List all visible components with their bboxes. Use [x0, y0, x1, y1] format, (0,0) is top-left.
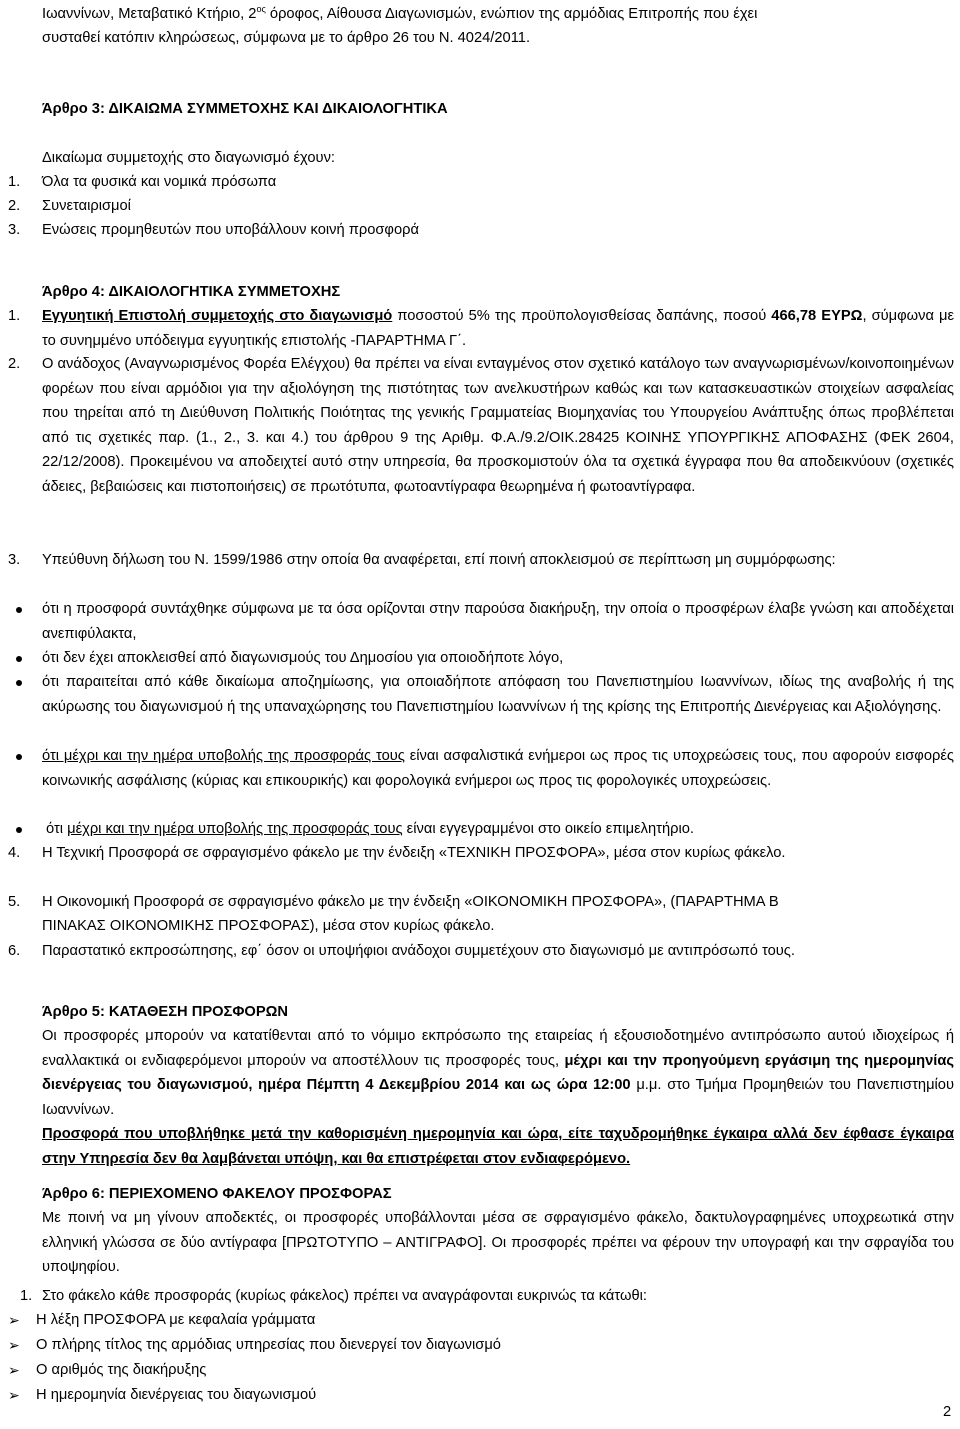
technical-offer-item: Η Τεχνική Προσφορά σε σφραγισμένο φάκελο με την ένδειξη «ΤΕΧΝΙΚΗ ΠΡΟΣΦΟΡΑ», μέσα στον κυρίως φάκελο. [42, 845, 786, 861]
bullet-icon [16, 607, 22, 613]
bullet-icon [16, 827, 22, 833]
article-4-title: Άρθρο 4: ΔΙΚΑΙΟΛΟΓΗΤΙΚΑ ΣΥΜΜΕΤΟΧΗΣ [42, 284, 341, 300]
arrow-item: Η ημερομηνία διενέργειας του διαγωνισμού [36, 1387, 317, 1403]
list-item: Όλα τα φυσικά και νομικά πρόσωπα [42, 174, 277, 190]
guarantee-amount: 466,78 ΕΥΡΩ [771, 308, 863, 324]
list-number: 6. [8, 943, 21, 959]
arrow-item: Ο πλήρης τίτλος της αρμόδιας υπηρεσίας που διενεργεί τον διαγωνισμό [36, 1337, 501, 1353]
article-3-lead: Δικαίωμα συμμετοχής στο διαγωνισμό έχουν: [42, 150, 335, 166]
arrow-item: Η λέξη ΠΡΟΣΦΟΡΑ με κεφαλαία γράμματα [36, 1312, 316, 1328]
declaration-item: Υπεύθυνη δήλωση του Ν. 1599/1986 στην οποία θα αναφέρεται, επί ποινή αποκλεισμού σε περίπτωση μη συμμόρφωσης: [42, 552, 836, 568]
article-5-paragraph: Οι προσφορές μπορούν να κατατίθενται από το νόμιμο εκπρόσωπο της εταιρείας ή εξουσιοδοτημένο αντιπρόσωπο αυτού ιδιοχείρως ή εναλλακτικά οι ενδιαφερόμενοι μπορούν να αποστέλλουν τις προσφορές τους, μέχρι και την προηγούμενη εργάσιμη της ημερομηνίας διενέργειας του διαγωνισμού, ημέρα Πέμπτη 4 Δεκεμβρίου 2014 και ως ώρα 12:00 μ.μ. στο Τμήμα Προμηθειών του Πανεπιστημίου Ιωαννίνων. [42, 1028, 955, 1118]
article-6-title: Άρθρο 6: ΠΕΡΙΕΧΟΜΕΝΟ ΦΑΚΕΛΟΥ ΠΡΟΣΦΟΡΑΣ [42, 1186, 392, 1202]
guarantee-label: Εγγυητική Επιστολή συμμετοχής στο διαγωνισμό [42, 308, 393, 324]
bullet-item: ότι η προσφορά συντάχθηκε σύμφωνα με τα όσα ορίζονται στην παρούσα διακήρυξη, την οποία ο προσφέρων έλαβε γνώση και αποδέχεται ανεπιφύλακτα, [42, 601, 954, 642]
contractor-item: Ο ανάδοχος (Αναγνωρισμένος Φορέα Ελέγχου) θα πρέπει να είναι ενταγμένος στον σχετικό κατάλογο των αναγνωρισμένων/κοινοποιημένων φορέων που είναι αρμόδιοι για την αξιολόγηση της πιστότητας των ανελκυστήρων καθώς και των κατασκευαστικών στοιχείων ασφαλείας που τηρείται από τη Διεύθυνση Πολιτικής Ποιότητας της γενικής Γραμματείας Βιομηχανίας του Υπουργείου Ανάπτυξης όπως προβλέπεται από τις σχετικές παρ. (1., 2., 3. και 4.) του άρθρου 9 της Αριθμ. Φ.Α./9.2/ΟΙΚ.28425 ΚΟΙΝΗΣ ΥΠΟΥΡΓΙΚΗΣ ΑΠΟΦΑΣΗΣ (ΦΕΚ 2604, 22/12/2008). Προκειμένου να αποδειχτεί αυτό στην υπηρεσία, θα προσκομιστούν όλα τα σχετικά έγγραφα που θα αποδεικνύουν (σχετικές άδειες, βεβαιώσεις και πιστοποιήσεις) σε πρωτότυπα, φωτοαντίγραφα θεωρημένα ή φωτοαντίγραφα. [42, 356, 954, 495]
list-item: Συνεταιρισμοί [42, 198, 131, 214]
list-number: 5. [8, 894, 21, 910]
bullet-item: ότι μέχρι και την ημέρα υποβολής της προσφοράς τους είναι ασφαλιστικά ενήμεροι ως προς τις υποχρεώσεις τους, που αφορούν εισφορές κοινωνικής ασφάλισης (κύριας και επικουρικής) και φορολογικά ενήμεροι ως προς τις φορολογικές υποχρεώσεις. [42, 748, 954, 789]
list-number: 3. [8, 222, 21, 238]
list-number: 4. [8, 845, 21, 861]
bullet-item: ότι παραιτείται από κάθε δικαίωμα αποζημίωσης, για οποιαδήποτε απόφαση του Πανεπιστημίου Ιωαννίνων, ιδίως της αναβολής ή της ακύρωσης του διαγωνισμού ή της υπαναχώρησης του Πανεπιστημίου Ιωαννίνων ή της κρίσης της Επιτροπής Διενέργειας και Αξιολόγησης. [42, 674, 954, 715]
list-item: Ενώσεις προμηθευτών που υποβάλλουν κοινή προσφορά [42, 222, 419, 238]
article-5-title: Άρθρο 5: ΚΑΤΑΘΕΣΗ ΠΡΟΣΦΟΡΩΝ [42, 1004, 289, 1020]
guarantee-item: Εγγυητική Επιστολή συμμετοχής στο διαγωνισμό ποσοστού 5% της προϋπολογισθείσας δαπάνης, ποσού 466,78 ΕΥΡΩ, σύμφωνα με το συνημμένο υπόδειγμα εγγυητικής επιστολής -ΠΑΡΑΡΤΗΜΑ Γ΄. [42, 308, 955, 349]
financial-offer-item: Η Οικονομική Προσφορά σε σφραγισμένο φάκελο με την ένδειξη «ΟΙΚΟΝΟΜΙΚΗ ΠΡΟΣΦΟΡΑ», (ΠΑΡΑΡΤΗΜΑ Β [42, 894, 779, 910]
list-number: 2. [8, 198, 21, 214]
arrow-item: Ο αριθμός της διακήρυξης [36, 1362, 207, 1378]
intro-line-2: συσταθεί κατόπιν κληρώσεως, σύμφωνα με το άρθρο 26 του Ν. 4024/2011. [42, 30, 531, 46]
deadline-text: μέχρι και την προηγούμενη εργάσιμη της ημερομηνίας διενέργειας του διαγωνισμού, ημέρα Πέμπτη 4 Δεκεμβρίου 2014 και ως ώρα 12:00 [42, 1052, 955, 1093]
page-number: 2 [943, 1404, 952, 1420]
list-number: 1. [8, 308, 21, 324]
bullet-item: ότι δεν έχει αποκλεισθεί από διαγωνισμούς του Δημοσίου για οποιοδήποτε λόγο, [42, 650, 564, 666]
article-3-title: Άρθρο 3: ΔΙΚΑΙΩΜΑ ΣΥΜΜΕΤΟΧΗΣ ΚΑΙ ΔΙΚΑΙΟΛΟΓΗΤΙΚΑ [42, 101, 448, 117]
bullet-item: ότι μέχρι και την ημέρα υποβολής της προσφοράς τους είναι εγγεγραμμένοι στο οικείο επιμελητήριο. [46, 821, 695, 837]
list-number: 2. [8, 356, 21, 372]
representation-item: Παραστατικό εκπροσώπησης, εφ΄ όσον οι υποψήφιοι ανάδοχοι συμμετέχουν στο διαγωνισμό με αντιπρόσωπό τους. [42, 943, 795, 959]
bullet-icon [16, 754, 22, 760]
intro-line-1: Ιωαννίνων, Μεταβατικό Κτήριο, $2^{o\varsigma}$ όροφος, Αίθουσα Διαγωνισμών, ενώπιον της αρμόδιας Επιτροπής που έχει [42, 4, 758, 22]
envelope-instruction: Στο φάκελο κάθε προσφοράς (κυρίως φάκελος) πρέπει να αναγράφονται ευκρινώς τα κάτωθι: [42, 1288, 647, 1304]
arrow-bullet-icon: ➢ [8, 1387, 20, 1403]
financial-offer-item-cont: ΠΙΝΑΚΑΣ ΟΙΚΟΝΟΜΙΚΗΣ ΠΡΟΣΦΟΡΑΣ), μέσα στον κυρίως φάκελο. [42, 918, 495, 934]
list-number: 1. [20, 1288, 33, 1304]
bullet-icon [16, 656, 22, 662]
late-offer-warning: Προσφορά που υποβλήθηκε μετά την καθορισμένη ημερομηνία και ώρα, είτε ταχυδρομήθηκε έγκαιρα αλλά δεν έφθασε έγκαιρα στην Υπηρεσία δεν θα λαμβάνεται υπόψη, και θα επιστρέφεται στον ενδιαφερόμενο. [42, 1126, 954, 1167]
article-6-paragraph: Με ποινή να μη γίνουν αποδεκτές, οι προσφορές υποβάλλονται μέσα σε σφραγισμένο φάκελο, δακτυλογραφημένες υποχρεωτικά στην ελληνική γλώσσα σε δύο αντίγραφα [ΠΡΩΤΟΤΥΠΟ – ΑΝΤΙΓΡΑΦΟ]. Οι προσφορές πρέπει να φέρουν την υπογραφή και την σφραγίδα του υποψηφίου. [42, 1210, 954, 1275]
arrow-bullet-icon: ➢ [8, 1337, 20, 1353]
bullet-icon [16, 680, 22, 686]
arrow-bullet-icon: ➢ [8, 1312, 20, 1328]
list-number: 3. [8, 552, 21, 568]
list-number: 1. [8, 174, 21, 190]
arrow-bullet-icon: ➢ [8, 1362, 20, 1378]
